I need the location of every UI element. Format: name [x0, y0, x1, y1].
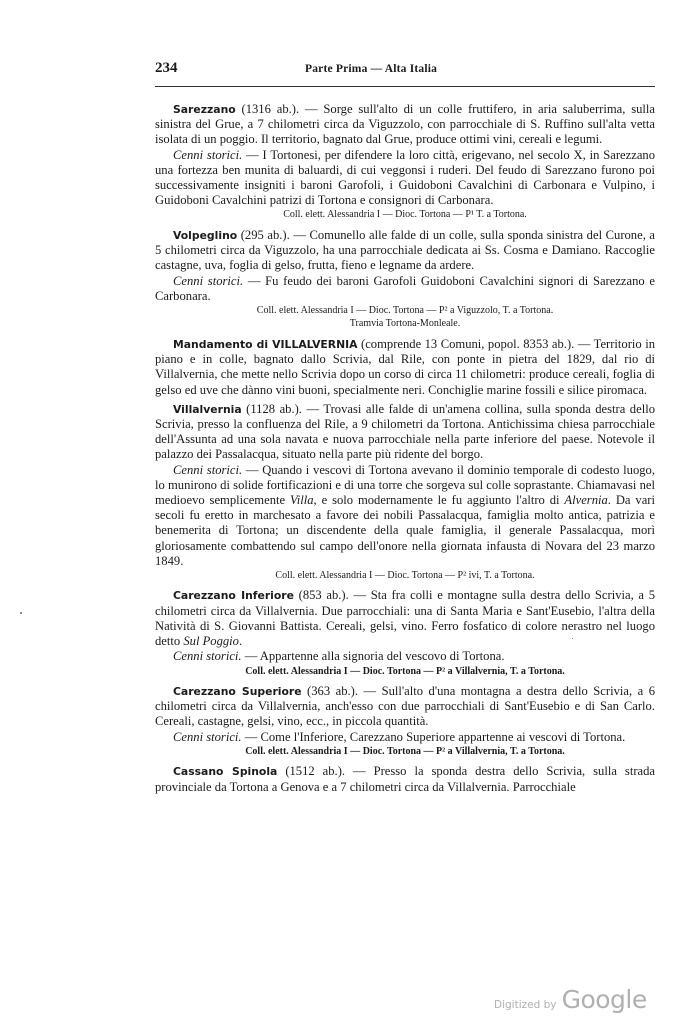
running-title: Parte Prima — Alta Italia	[305, 63, 438, 75]
villa-term: Villa	[289, 492, 314, 507]
entry-paragraph	[155, 102, 655, 148]
entry-text: (295 ab.). — Comunello alle falde di un colle, sulla sponda sinistra del Curone, a 5 chilometri circa da Viguzzolo, ha una parrocchiale dedicata ai Ss. Cosma e Damiano. Raccoglie castagne, uva, foglia di gelso, frutta, fieno e legname da ardere.	[155, 227, 655, 273]
entry-paragraph	[155, 684, 655, 730]
scan-speck	[572, 638, 573, 639]
collegio-line: Coll. elett. Alessandria I — Dioc. Tortona — P² ivi, T. a Tortona.	[275, 569, 535, 581]
entry-volpeglino	[155, 228, 655, 331]
cenni-storici-label: Cenni storici.	[173, 147, 243, 162]
cenni-storici-text: — Fu feudo dei baroni Garofoli Guidoboni Cavalchini signori di Sarezzano e Carbonara.	[155, 273, 655, 303]
cenni-storici-text: — I Tortonesi, per difendere la loro città, erigevano, nel secolo X, in Sarezzano una fortezza ben munita di baluardi, di cui veggonsi i ruderi. Del feudo di Sarezzano furono poi successivamente insigniti i baroni Garofoli, i Guidoboni Cavalchini di Carbonara e Vulpino, i Guidoboni Cavalchini patrizi di Tortona e consignori di Carbonara.	[155, 147, 655, 208]
alvernia-term: Alvernia	[564, 492, 608, 507]
entry-heading: Sarezzano	[173, 103, 236, 116]
cenni-storici-label: Cenni storici.	[173, 462, 243, 477]
collegio-line: Coll. elett. Alessandria I — Dioc. Tortona — P¹ T. a Tortona.	[283, 209, 527, 221]
running-head	[155, 60, 655, 87]
entry-cassano-spinola	[155, 764, 655, 794]
entry-paragraph	[155, 588, 655, 649]
scan-speck	[20, 612, 22, 614]
collegio-line: Coll. elett. Alessandria I — Dioc. Tortona — P² a Villalvernia, T. a Tortona.	[245, 745, 565, 757]
entry-text: (363 ab.). — Sull'alto d'una montagna a destra dello Scrivia, a 6 chilometri circa da Villalvernia, anch'esso con due parrocchiali di Sant'Eusebio e di San Carlo. Cereali, castagne, gelsi, vino, ecc., in piccola quantità.	[155, 684, 655, 729]
entry-text: (1316 ab.). — Sorge sull'alto di un colle fruttifero, in aria saluberrima, sulla sinistra del Grue, a 7 chilometri circa da Viguzzolo, con parrocchiale di S. Ruffino sull'alta vetta isolata di un poggio. Il territorio, bagnato dal Grue, produce ottimi vini, cereali e legumi.	[155, 102, 655, 147]
collegio-line: Coll. elett. Alessandria I — Dioc. Tortona — P² a Viguzzolo, T. a Tortona.	[256, 304, 554, 316]
cenni-storici-label: Cenni storici.	[173, 729, 242, 744]
entry-text: (1512 ab.). — Presso la sponda destra dello Scrivia, sulla strada provinciale da Tortona a Genova e a 7 chilometri circa da Villalvernia. Parrocchiale	[155, 764, 655, 794]
entry-paragraph	[155, 402, 655, 463]
sul-poggio-term: Sul Poggio	[183, 634, 239, 649]
entry-paragraph	[155, 228, 655, 274]
cenni-storici-paragraph	[155, 148, 655, 209]
page-number: 234	[155, 60, 178, 76]
cenni-storici-paragraph	[155, 730, 655, 745]
entry-heading: Volpeglino	[173, 228, 238, 242]
cenni-storici-text: — Come l'Inferiore, Carezzano Superiore appartenne ai vescovi di Tortona.	[241, 729, 626, 744]
cenni-storici-text-c: . Da vari secoli fu eretto in marchesato a favore dei nobili Passalacqua, famiglia molto antica, patrizia e benemerita di Tortona; un discendente della quale famiglia, il generale Passalacqua, morì gloriosamente combattendo sul campo dell'onore nella giornata infausta di Novara del 23 marzo 1849.	[155, 492, 655, 568]
entry-mandamento-villalvernia	[155, 337, 655, 398]
cenni-storici-label: Cenni storici.	[173, 273, 244, 288]
tramvia-line: Tramvia Tortona-Monleale.	[349, 318, 461, 330]
entry-text-a: (853 ab.). — Sta fra colli e montagne sulla destra dello Scrivia, a 5 chilometri circa da Villalvernia. Due parrocchiali: una di Santa Maria e Sant'Eusebio, l'altra della Natività di S. Giovanni Battista. Cereali, gelsi, vino. Ferro fosfatico di colore nerastro nel luogo detto	[155, 588, 656, 649]
google-logo: Google	[561, 985, 647, 1014]
entry-sarezzano	[155, 102, 655, 222]
cenni-storici-paragraph	[155, 463, 655, 569]
entry-text: (comprende 13 Comuni, popol. 8353 ab.). — Territorio in piano e in colle, bagnato dallo Scrivia, dal Rile, con ponte in pietra del 1829, dal rio di Villalvernia, che mette nello Scrivia dopo un corso di circa 11 chilometri: produce cereali, foglia di gelso ed uve che dànno vini buoni, specialmente neri. Conchiglie marine fossili e silice piromaca.	[155, 336, 655, 397]
cenni-storici-label: Cenni storici.	[173, 649, 242, 664]
page-content	[155, 102, 655, 795]
entry-text: (1128 ab.). — Trovasi alle falde di un'amena collina, sulla sponda destra dello Scrivia, presso la confluenza del Rile, a 9 chilometri da Tortona. Antichissima chiesa parrocchiale dell'Assunta ad una sola navata e nuova parrocchiale nella parte inferiore del paese. Notevole il palazzo dei Passalacqua, situato nella parte più ridente del borgo.	[155, 401, 655, 462]
entry-heading: Carezzano Superiore	[173, 685, 302, 698]
entry-text-b: .	[238, 634, 243, 649]
cenni-storici-paragraph	[155, 274, 655, 304]
cenni-storici-text: — Appartenne alla signoria del vescovo di Tortona.	[241, 649, 505, 664]
cenni-storici-text-b: , e solo modernamente le fu aggiunto l'altro di	[313, 492, 565, 507]
book-page	[155, 60, 655, 799]
watermark-small-text: Digitized by	[494, 999, 557, 1011]
entry-villalvernia	[155, 402, 655, 583]
entry-carezzano-superiore	[155, 684, 655, 758]
digitized-by-google-watermark	[494, 985, 647, 1014]
entry-paragraph	[155, 764, 655, 794]
entry-paragraph	[155, 337, 655, 398]
cenni-storici-text-a: — Quando i vescovi di Tortona avevano il dominio temporale di codesto luogo, lo munirono di solide fortificazioni e di una torre che sorgeva sul colle soprastante. Chiamavasi nel medioevo semplicemente	[155, 462, 655, 507]
entry-carezzano-inferiore	[155, 588, 655, 678]
entry-heading: Villalvernia	[173, 402, 242, 416]
collegio-line: Coll. elett. Alessandria I — Dioc. Tortona — P² a Villalvernia, T. a Tortona.	[245, 665, 565, 677]
entry-heading: Mandamento di VILLALVERNIA	[173, 337, 358, 351]
entry-heading: Carezzano Inferiore	[173, 589, 294, 603]
entry-heading: Cassano Spinola	[173, 765, 278, 779]
cenni-storici-paragraph	[155, 649, 655, 664]
